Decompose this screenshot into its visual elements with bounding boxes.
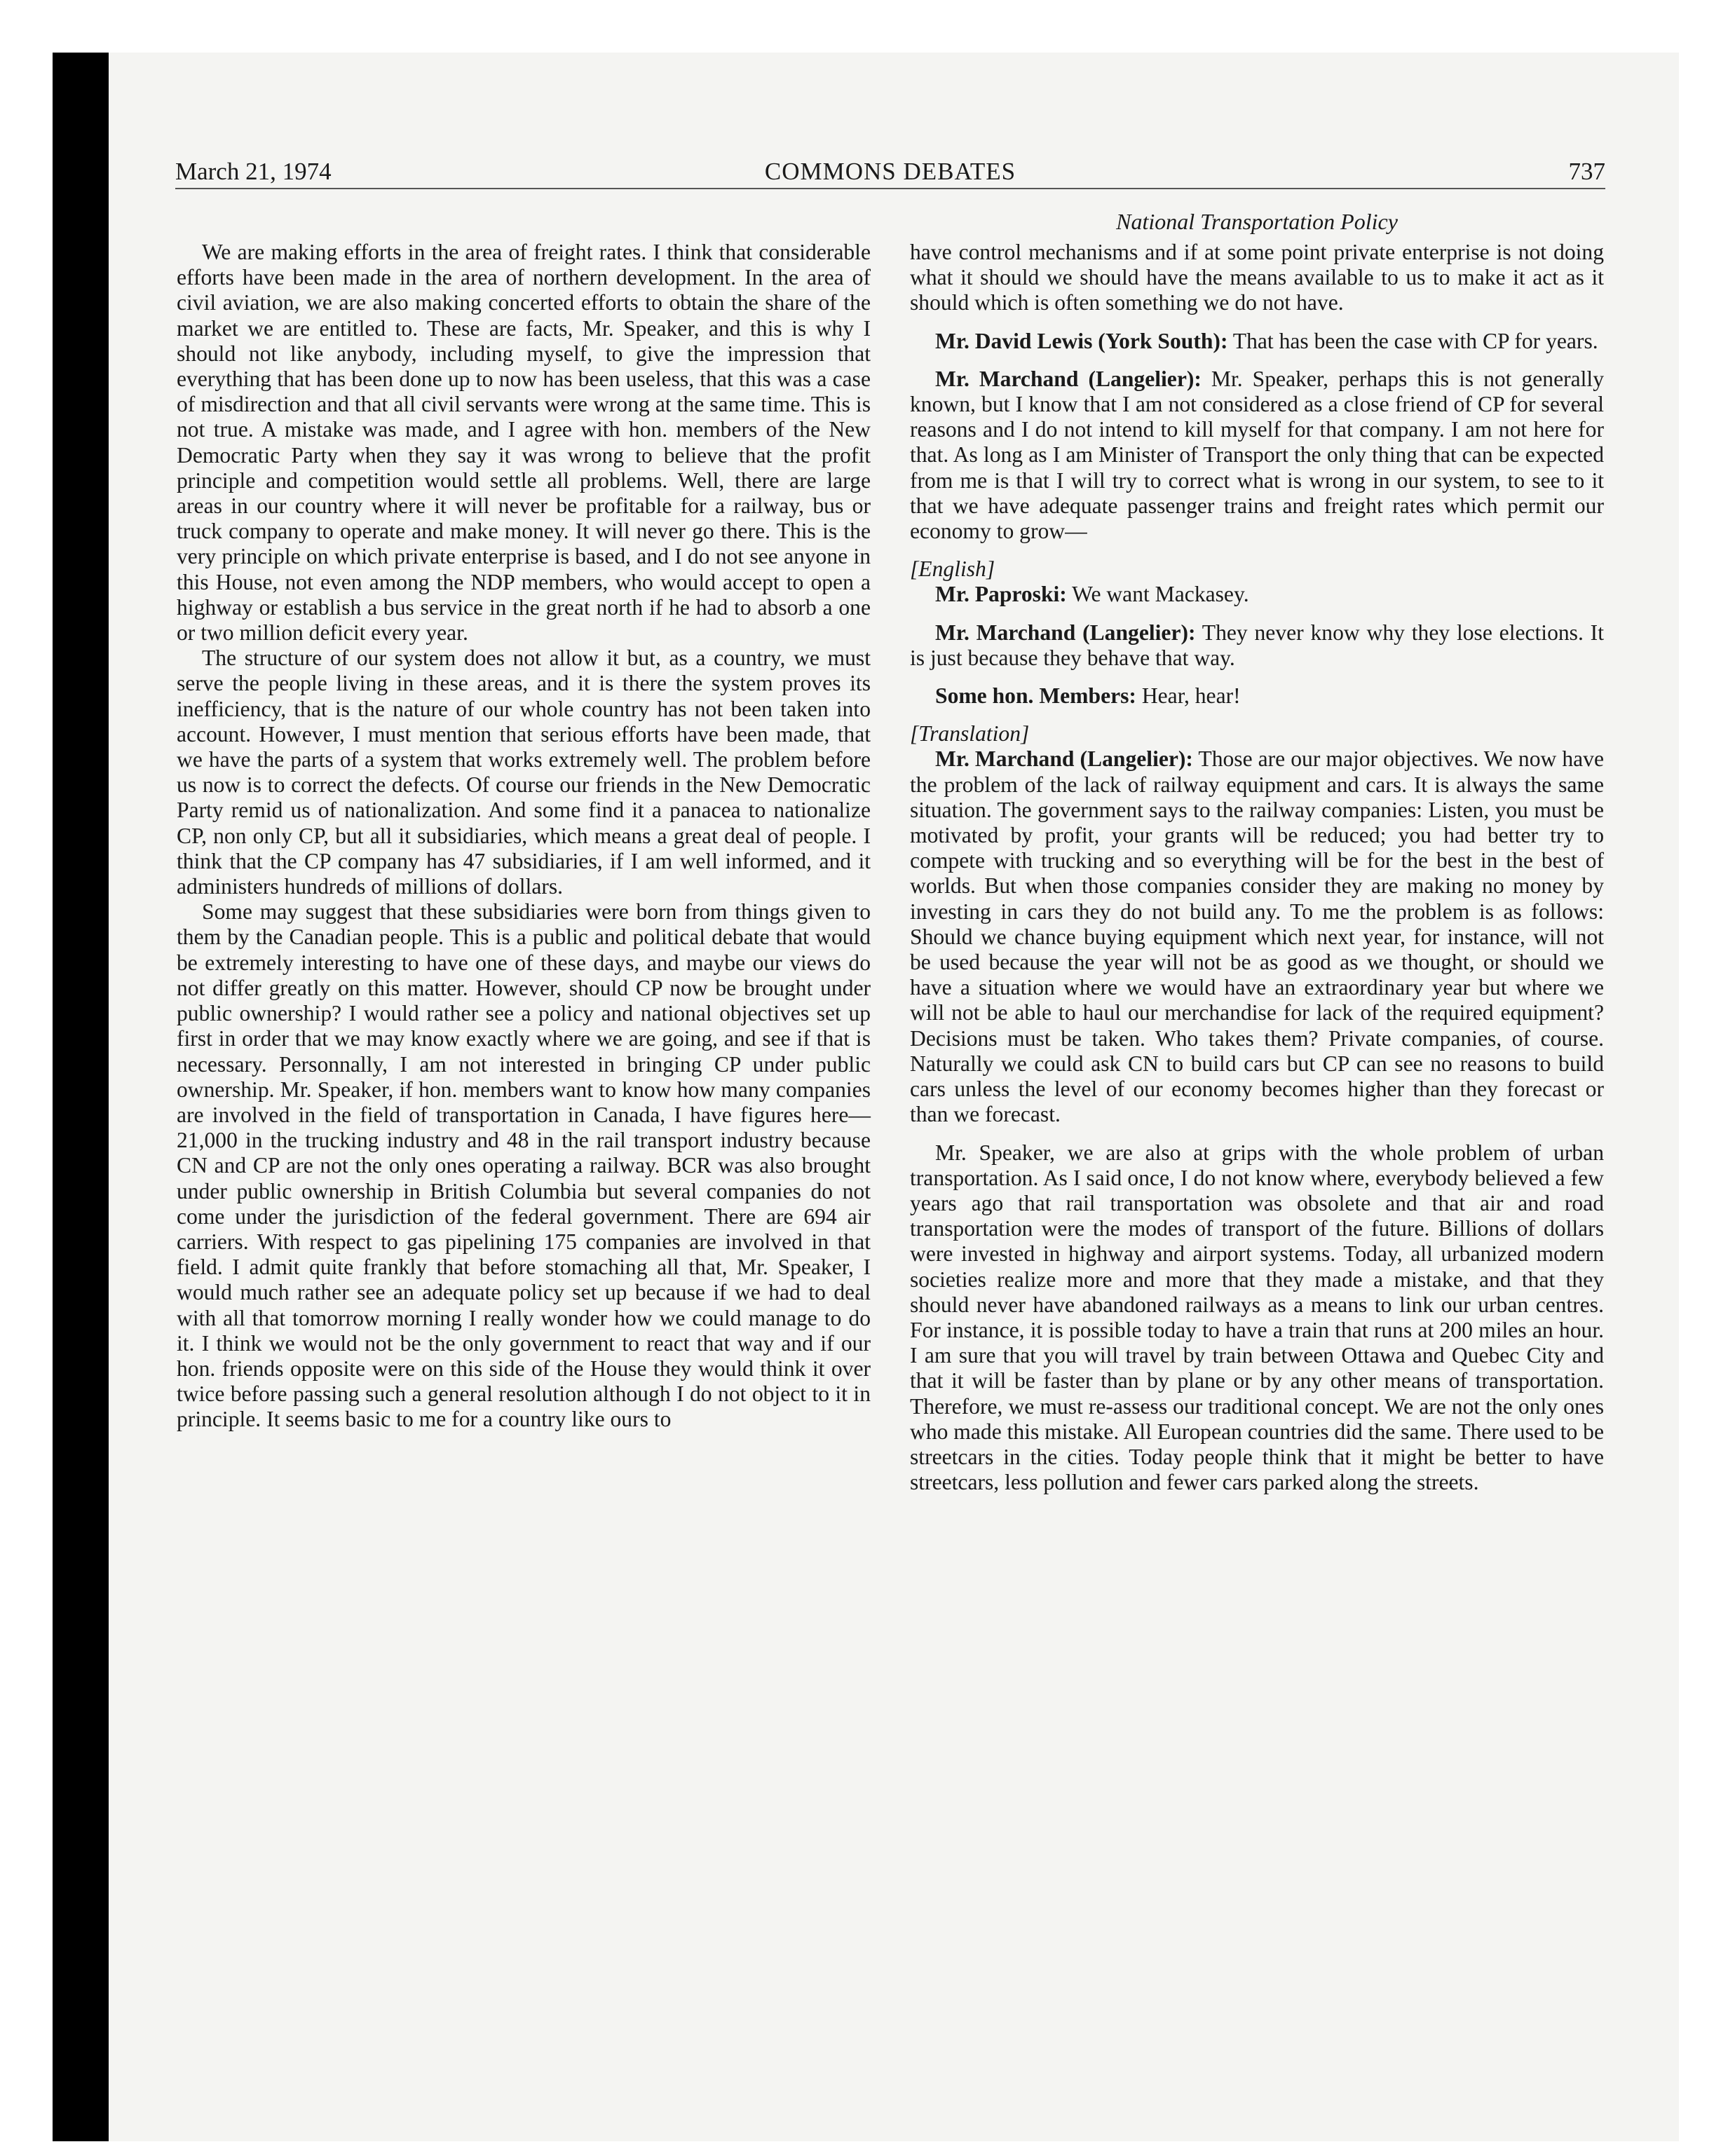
speech-marchand-2 [910, 620, 1604, 671]
language-tag-english: [English] [910, 557, 995, 582]
speech-text: They never know why they lose elections. It is just because they behave that way. [910, 620, 1604, 670]
speech-text: Those are our major objectives. We now have the problem of the lack of railway equipment and cars. It is always the same situation. The government says to the railway companies: Listen, you must be motivated by profit, your grants will be reduced; you had better try to compete with trucking and so everything will be for the best in the best of worlds. But when those companies consider they are making no money by investing in cars they do not build any. To me the problem is as follows: Should we chance buying equipment which next year, for instance, will not be used because the year will not be as good as we thought, or should we have a situation where we would have an extraordinary year but where we will not be able to haul our merchandise for lack of the required equipment? Decisions must be taken. Who takes them? Private companies, of course. Naturally we could ask CN to build cars but CP can see no reasons to build cars unless the level of our economy becomes higher than they forecast or than we forecast. [910, 746, 1604, 1127]
speech-marchand-1 [910, 367, 1604, 544]
speaker-name: Mr. Paproski: [935, 582, 1067, 607]
right-paragraph-1: have control mechanisms and if at some point private enterprise is not doing what it should we should have the means available to us to make it act as it should which is often something we do not have. [910, 240, 1604, 315]
scan-edge-bar [53, 53, 109, 2141]
speech-marchand-3 [910, 746, 1604, 1127]
left-paragraph-2: The structure of our system does not allow it but, as a country, we must serve the people living in these areas, and it is there the system proves its inefficiency, that is the nature of our whole country has not been taken into account. However, I must mention that serious efforts have been made, that we have the parts of a system that works extremely well. The problem before us now is to correct the defects. Of course our friends in the New Democratic Party remid us of nationalization. And some find it a panacea to nationalize CP, non only CP, but all it subsidiaries, which means a great deal of people. I think that the CP company has 47 subsidiaries, if I am well informed, and it administers hundreds of millions of dollars. [177, 646, 871, 899]
language-tag-translation: [Translation] [910, 721, 1030, 746]
speaker-name: Mr. Marchand (Langelier): [935, 746, 1193, 772]
page-header [175, 156, 1605, 188]
speech-text: Hear, hear! [1136, 683, 1241, 709]
speech-text: Mr. Speaker, perhaps this is not generally known, but I know that I am not considered as a close friend of CP for several reasons and I do not intend to kill myself for that company. I am not here for that. As long as I am Minister of Transport the only thing that can be expected from me is that I will try to correct what is wrong in our system, to see to it that we have adequate passenger trains and freight rates which permit our economy to grow— [910, 366, 1604, 544]
left-column [177, 207, 871, 1433]
running-head: National Transportation Policy [1116, 209, 1398, 234]
speaker-name: Mr. David Lewis (York South): [935, 328, 1228, 353]
header-title: COMMONS DEBATES [764, 158, 1016, 185]
speaker-name: Mr. Marchand (Langelier): [935, 620, 1196, 645]
speech-text: That has been the case with CP for years. [1227, 328, 1598, 353]
speech-members [910, 683, 1604, 709]
left-paragraph-1: We are making efforts in the area of freight rates. I think that considerable efforts have been made in the area of northern development. In the area of civil aviation, we are also making concerted efforts to obtain the share of the market we are entitled to. These are facts, Mr. Speaker, and this is why I should not like anybody, including myself, to give the impression that everything that has been done up to now has been useless, that this was a case of misdirection and that all civil servants were wrong at the same time. This is not true. A mistake was made, and I agree with hon. members of the New Democratic Party when they say it was wrong to believe that the profit principle and competition would settle all problems. Well, there are large areas in our country where it will never be profitable for a railway, bus or truck company to operate and make money. It will never go there. This is the very principle on which private enterprise is based, and I do not see anyone in this House, not even among the NDP members, who would accept to open a highway or establish a bus service in the great north if he had to absorb a one or two million deficit every year. [177, 240, 871, 646]
speech-paproski [910, 582, 1604, 607]
header-rule [175, 188, 1605, 189]
speech-text: We want Mackasey. [1066, 582, 1249, 607]
left-paragraph-3: Some may suggest that these subsidiaries were born from things given to them by the Canadian people. This is a public and political debate that would be extremely interesting to have one of these days, and maybe our views do not differ greatly on this matter. However, should CP now be brought under public ownership? I would rather see a policy and national objectives set up first in order that we may know exactly where we are going, and see if that is necessary. Personnally, I am not interested in bringing CP under public ownership. Mr. Speaker, if hon. members want to know how many companies are involved in the field of transportation in Canada, I have figures here—21,000 in the trucking industry and 48 in the rail transport industry because CN and CP are not the only ones operating a railway. BCR was also brought under public ownership in British Columbia but several companies do not come under the jurisdiction of the federal government. There are 694 air carriers. With respect to gas pipelining 175 companies are involved in that field. I admit quite frankly that before stomaching all that, Mr. Speaker, I would much rather see an adequate policy set up because if we had to deal with all that tomorrow morning I really wonder how we could manage to do it. I think we would not be the only government to react that way and if our hon. friends opposite were on this side of the House they would think it over twice before passing such a general resolution although I do not object to it in principle. It seems basic to me for a country like ours to [177, 899, 871, 1432]
speech-lewis [910, 329, 1604, 354]
speaker-name: Some hon. Members: [935, 683, 1136, 709]
right-paragraph-last: Mr. Speaker, we are also at grips with the whole problem of urban transportation. As I said once, I do not know where, everybody believed a few years ago that rail transportation was obsolete and that air and road transportation were the modes of transport of the future. Billions of dollars were invested in highway and airport systems. Today, all urbanized modern societies realize more and more that they made a mistake, and that they should never have abandoned railways as a means to link our urban centres. For instance, it is possible today to have a train that runs at 200 miles an hour. I am sure that you will travel by train between Ottawa and Quebec City and that it will be faster than by plane or by any other means of transportation. Therefore, we must re-assess our traditional concept. We are not the only ones who made this mistake. All European countries did the same. There used to be streetcars in the cities. Today people think that it might be better to have streetcars, less pollution and fewer cars parked along the streets. [910, 1140, 1604, 1495]
speaker-name: Mr. Marchand (Langelier): [935, 366, 1202, 391]
header-date: March 21, 1974 [175, 158, 332, 185]
header-page-number: 737 [1568, 158, 1605, 185]
right-column [910, 207, 1604, 1495]
